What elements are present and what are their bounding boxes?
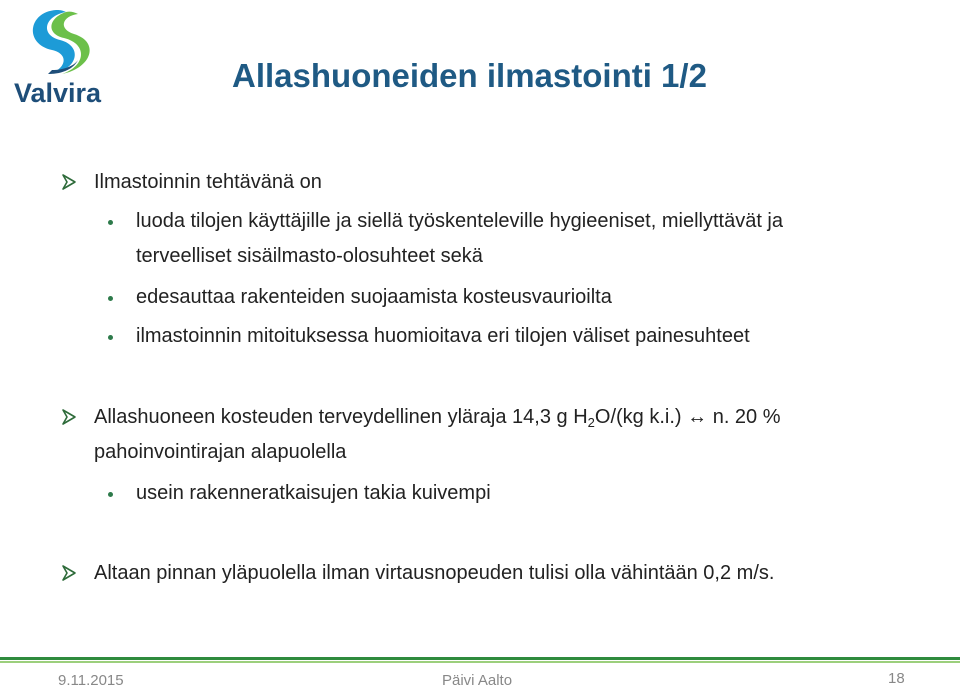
valvira-logo	[8, 4, 104, 108]
footer-author: Päivi Aalto	[442, 672, 513, 689]
arrowhead-bullet-icon	[60, 408, 78, 426]
bullet-text: luoda tilojen käyttäjille ja siellä työskenteleville hygieeniset, miellyttävät ja	[136, 210, 784, 232]
subscript-2: 2	[587, 415, 595, 430]
footer-date: 9.11.2015	[58, 672, 124, 689]
section-2-heading	[94, 406, 781, 430]
bullet-dot	[108, 220, 113, 225]
section-1-heading: Ilmastoinnin tehtävänä on	[94, 171, 322, 193]
page-title: Allashuoneiden ilmastointi 1/2	[232, 57, 707, 94]
page-number: 18	[888, 670, 905, 687]
arrowhead-bullet-icon	[60, 173, 78, 191]
valvira-swirl-logo-icon	[8, 4, 104, 78]
footer-divider	[0, 657, 960, 660]
arrowhead-bullet-icon	[60, 564, 78, 582]
bullet-text: edesauttaa rakenteiden suojaamista kosteusvaurioilta	[136, 286, 612, 308]
bullet-text-continued: terveelliset sisäilmasto-olosuhteet sekä	[136, 245, 483, 267]
logo-text: Valvira	[14, 78, 102, 108]
heading-part-2: O/(kg k.i.) ↔ n. 20 %	[594, 406, 781, 428]
bullet-dot	[108, 335, 113, 340]
section-3-heading: Altaan pinnan yläpuolella ilman virtausnopeuden tulisi olla vähintään 0,2 m/s.	[94, 562, 775, 584]
section-2-heading-line-2: pahoinvointirajan alapuolella	[94, 441, 347, 463]
heading-part-1: Allashuoneen kosteuden terveydellinen yläraja 14,3 g H	[94, 406, 588, 428]
bullet-text: ilmastoinnin mitoituksessa huomioitava eri tilojen väliset painesuhteet	[136, 325, 750, 347]
bullet-dot	[108, 296, 113, 301]
bullet-dot	[108, 492, 113, 497]
bullet-text: usein rakenneratkaisujen takia kuivempi	[136, 482, 491, 504]
footer-divider-light	[0, 661, 960, 663]
